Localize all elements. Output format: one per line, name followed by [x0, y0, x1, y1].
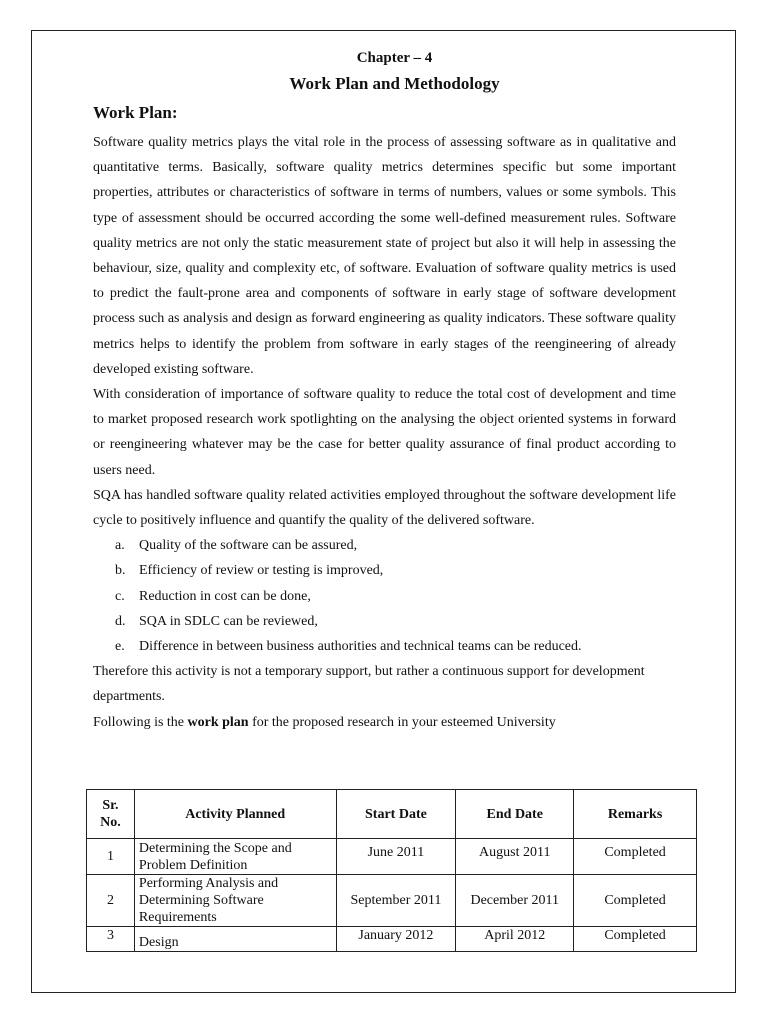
cell-sr: 1	[87, 839, 135, 875]
paragraph-1: Software quality metrics plays the vital role in the process of assessing software as in qualitative and quantitative terms. Basically, software quality metrics determines specific but some important properties, attributes or characteristics of software in terms of numbers, values or some symbols. This type of assessment should be occurred according the some well-defined measurement rules. Software quality metrics are not only the static measurement state of project but also it will help in assessing the behaviour, size, quality and complexity etc, of software. Evaluation of software quality metrics is used to predict the fault-prone area and components of software in early stage of software development process such as analysis and design as forward engineering as quality indicators. These software quality metrics helps to identify the problem from software in early stages of the reengineering of already developed existing software.	[93, 135, 676, 377]
activity-line: Problem Definition	[138, 857, 248, 873]
activity-line: Determining the Scope and	[138, 840, 292, 856]
cell-start-date: January 2012	[336, 927, 456, 952]
work-plan-table	[86, 789, 697, 952]
list-marker: d.	[115, 613, 126, 629]
table-row	[87, 927, 697, 952]
work-plan-intro	[93, 710, 676, 735]
list-item-text: Efficiency of review or testing is improved,	[139, 563, 384, 579]
list-item	[93, 634, 676, 659]
header-start-date: Start Date	[336, 790, 456, 839]
cell-end-date: December 2011	[456, 875, 574, 927]
chapter-label: Chapter – 4	[356, 50, 433, 66]
list-item-text: Quality of the software can be assured,	[139, 538, 358, 554]
cell-sr: 3	[87, 927, 135, 952]
list-item	[93, 609, 676, 634]
page-title: Work Plan and Methodology	[289, 74, 500, 93]
list-item-text: Reduction in cost can be done,	[139, 588, 311, 604]
list-marker: e.	[115, 639, 125, 655]
list-marker: b.	[115, 563, 126, 579]
list-item	[93, 584, 676, 609]
list-item	[93, 558, 676, 583]
cell-start-date: September 2011	[336, 875, 456, 927]
table-row	[87, 839, 697, 875]
header-sr-no	[87, 790, 135, 839]
activity-line: Design	[138, 935, 179, 950]
header-sr-line2: No.	[100, 815, 121, 830]
header-end-date: End Date	[456, 790, 574, 839]
benefits-list	[93, 533, 676, 659]
list-item-text: Difference in between business authorities and technical teams can be reduced.	[139, 639, 582, 655]
cell-remarks: Completed	[574, 839, 697, 875]
after-list-paragraph: Therefore this activity is not a temporary support, but rather a continuous support for development departments.	[93, 664, 645, 705]
cell-end-date: August 2011	[456, 839, 574, 875]
intro-text-before: Following is the	[93, 714, 188, 730]
cell-start-date: June 2011	[336, 839, 456, 875]
cell-activity	[134, 839, 336, 875]
document-body	[93, 47, 676, 735]
list-marker: c.	[115, 588, 125, 604]
intro-text-bold: work plan	[187, 714, 249, 730]
paragraph-2: With consideration of importance of software quality to reduce the total cost of development and time to market proposed research work spotlighting on the analysing the object oriented systems in forward or reengineering whatever may be the case for better quality assurance of final product according to users need.	[93, 387, 676, 478]
list-item-text: SQA in SDLC can be reviewed,	[139, 613, 318, 629]
list-marker: a.	[115, 538, 125, 554]
activity-line: Performing Analysis and	[138, 876, 279, 891]
cell-activity	[134, 875, 336, 927]
paragraph-3: SQA has handled software quality related activities employed throughout the software development life cycle to positively influence and quantify the quality of the delivered software.	[93, 487, 676, 529]
cell-remarks: Completed	[574, 875, 697, 927]
table-header-row	[87, 790, 697, 839]
header-remarks: Remarks	[574, 790, 697, 839]
activity-line: Requirements	[138, 910, 217, 925]
table-row	[87, 875, 697, 927]
activity-line: Determining Software	[138, 893, 264, 908]
section-heading: Work Plan:	[93, 103, 178, 122]
cell-sr: 2	[87, 875, 135, 927]
cell-end-date: April 2012	[456, 927, 574, 952]
cell-activity	[134, 927, 336, 952]
list-item	[93, 533, 676, 558]
header-sr-line1: Sr.	[102, 798, 119, 813]
cell-remarks: Completed	[574, 927, 697, 952]
intro-text-after: for the proposed research in your esteemed University	[248, 714, 556, 730]
header-activity: Activity Planned	[134, 790, 336, 839]
